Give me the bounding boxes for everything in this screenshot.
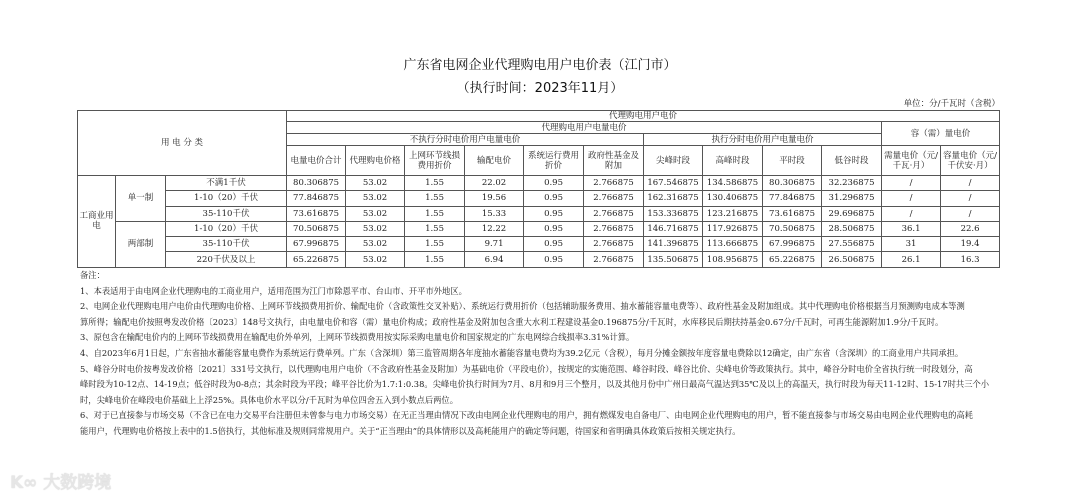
price-cell: 29.696875 xyxy=(822,206,882,221)
price-cell: 65.226875 xyxy=(287,252,346,267)
column-header: 电量电价合计 xyxy=(287,146,346,176)
price-cell: 80.306875 xyxy=(287,176,346,191)
price-cell: 2.766875 xyxy=(584,252,644,267)
price-cell: 2.766875 xyxy=(584,191,644,206)
page-subtitle: （执行时间：2023年11月） xyxy=(456,81,624,96)
price-cell: 1.55 xyxy=(405,176,465,191)
subgroup-label: 单一制 xyxy=(116,176,166,222)
column-header: 低谷时段 xyxy=(822,146,882,176)
price-cell: 73.616875 xyxy=(287,206,346,221)
price-cell: 1.55 xyxy=(405,237,465,252)
price-cell: 65.226875 xyxy=(763,252,822,267)
column-header: 高峰时段 xyxy=(703,146,763,176)
price-cell: 32.236875 xyxy=(822,176,882,191)
price-cell: 22.02 xyxy=(465,176,524,191)
price-cell: 53.02 xyxy=(346,237,405,252)
note-line: 备注： xyxy=(80,270,105,280)
column-header: 代理购电价格 xyxy=(346,146,405,176)
price-cell: 113.666875 xyxy=(703,237,763,252)
price-cell: 67.996875 xyxy=(763,237,822,252)
price-cell: 1.55 xyxy=(405,191,465,206)
note-line: 1、本表适用于由电网企业代理购电的工商业用户，适用范围为江门市除恩平市、台山市、开平市外地区。 xyxy=(80,285,467,296)
unit-label: 单位：分/千瓦时（含税） xyxy=(903,99,1000,109)
table-row xyxy=(78,176,1000,191)
price-cell: 36.1 xyxy=(882,221,941,236)
price-cell: 2.766875 xyxy=(584,206,644,221)
price-cell: 0.95 xyxy=(524,252,584,267)
note-line: 4、自2023年6月1日起，广东省抽水蓄能容量电费作为系统运行费单列。广东（含深圳）第三监管周期各年度抽水蓄能容量电费均为39.2亿元（含税），每月分摊金额按年度容量电费除以12确定，由广东省（含深圳）的工商业用户共同承担。 xyxy=(80,347,964,358)
price-cell: 0.95 xyxy=(524,176,584,191)
price-cell: 53.02 xyxy=(346,176,405,191)
price-cell: 1.55 xyxy=(405,252,465,267)
group-label: 工商业用电 xyxy=(78,176,116,268)
price-cell: / xyxy=(941,191,1000,206)
price-cell: / xyxy=(882,176,941,191)
price-cell: 67.996875 xyxy=(287,237,346,252)
note-line: 峰时段为10-12点、14-19点；低谷时段为0-8点；其余时段为平段；峰平谷比价为1.7:1:0.38。尖峰电价执行时间为7月、8月和9月三个整月，以及其他月份中广州日最高气温达到35℃及以上的高温天，执行时段为每天11-12时、15-17时共三个小 xyxy=(80,379,990,390)
price-cell: 9.71 xyxy=(465,237,524,252)
header-top: 代理购电用户电价 xyxy=(287,111,1000,122)
table-row xyxy=(78,252,1000,267)
note-line: 时，尖峰电价在峰段电价基础上上浮25%。具体电价水平以分/千瓦时为单位四舍五入到小数点后两位。 xyxy=(80,394,459,405)
price-cell: 6.94 xyxy=(465,252,524,267)
voltage-level: 35-110千伏 xyxy=(166,237,287,252)
price-cell: 135.506875 xyxy=(644,252,703,267)
column-header: 容量电价（元/千伏安·月） xyxy=(941,146,1000,176)
price-cell: 26.506875 xyxy=(822,252,882,267)
price-cell: 53.02 xyxy=(346,206,405,221)
price-cell: 16.3 xyxy=(941,252,1000,267)
price-cell: 2.766875 xyxy=(584,221,644,236)
watermark-logo: K∞ 大数跨境 xyxy=(10,473,112,493)
price-cell: 19.56 xyxy=(465,191,524,206)
price-cell: 77.846875 xyxy=(763,191,822,206)
table-row xyxy=(78,206,1000,221)
price-cell: 22.6 xyxy=(941,221,1000,236)
voltage-level: 35-110千伏 xyxy=(166,206,287,221)
column-header: 尖峰时段 xyxy=(644,146,703,176)
table-row xyxy=(78,191,1000,206)
price-cell: 2.766875 xyxy=(584,176,644,191)
price-cell: 12.22 xyxy=(465,221,524,236)
header-capacity: 容（需）量电价 xyxy=(882,122,1000,146)
price-cell: 1.55 xyxy=(405,206,465,221)
price-cell: / xyxy=(941,206,1000,221)
note-line: 2、电网企业代理购电用户电价由代理购电价格、上网环节线损费用折价、输配电价（含政策性交叉补贴）、系统运行费用折价（包括辅助服务费用、抽水蓄能容量电费等）、政府性基金及附加组成。其中代理购电价格根据当月预测购电成本等测 xyxy=(80,301,965,312)
price-cell: / xyxy=(941,176,1000,191)
note-line: 6、对于已直接参与市场交易（不含已在电力交易平台注册但未曾参与电力市场交易）在无正当理由情况下改由电网企业代理购电的用户，拥有燃煤发电自备电厂、由电网企业代理购电的用户，暂不能直接参与市场交易由电网企业代理购电的高耗 xyxy=(80,410,974,421)
price-cell: 1.55 xyxy=(405,221,465,236)
price-cell: 141.396875 xyxy=(644,237,703,252)
voltage-level: 1-10（20）千伏 xyxy=(166,191,287,206)
price-cell: 77.846875 xyxy=(287,191,346,206)
price-cell: 123.216875 xyxy=(703,206,763,221)
price-cell: 70.506875 xyxy=(763,221,822,236)
price-cell: 27.556875 xyxy=(822,237,882,252)
price-cell: 117.926875 xyxy=(703,221,763,236)
price-cell: 130.406875 xyxy=(703,191,763,206)
price-cell: 0.95 xyxy=(524,191,584,206)
header-tou: 执行分时电价用户电量电价 xyxy=(644,134,882,146)
price-cell: 146.716875 xyxy=(644,221,703,236)
price-cell: 108.956875 xyxy=(703,252,763,267)
price-table xyxy=(77,110,1000,268)
price-cell: 19.4 xyxy=(941,237,1000,252)
column-header: 系统运行费用折价 xyxy=(524,146,584,176)
column-header: 上网环节线损费用折价 xyxy=(405,146,465,176)
price-cell: 162.316875 xyxy=(644,191,703,206)
column-header: 需量电价（元/千瓦·月） xyxy=(882,146,941,176)
voltage-level: 220千伏及以上 xyxy=(166,252,287,267)
price-cell: 31.296875 xyxy=(822,191,882,206)
price-cell: / xyxy=(882,206,941,221)
note-line: 算所得；输配电价按照粤发改价格〔2023〕148号文执行，由电量电价和容（需）量电价构成；政府性基金及附加包含重大水利工程建设基金0.196875分/千瓦时，水库移民后期扶持基金0.67分/千瓦时，可再生能源附加1.9分/千瓦时。 xyxy=(80,316,944,327)
price-cell: 31 xyxy=(882,237,941,252)
price-cell: 53.02 xyxy=(346,191,405,206)
header-category: 用 电 分 类 xyxy=(78,111,287,176)
column-header: 平时段 xyxy=(763,146,822,176)
voltage-level: 不满1千伏 xyxy=(166,176,287,191)
table-row xyxy=(78,221,1000,236)
note-line: 能用户，代理购电价格按上表中的1.5倍执行，其他标准及规则同常规用户。关于“正当理由”的具体情形以及高耗能用户的确定等问题，待国家和省明确具体政策后按相关规定执行。 xyxy=(80,425,741,436)
header-energy: 代理购电用户电量电价 xyxy=(287,122,882,134)
price-cell: / xyxy=(882,191,941,206)
price-cell: 70.506875 xyxy=(287,221,346,236)
price-cell: 0.95 xyxy=(524,206,584,221)
table-row xyxy=(78,237,1000,252)
voltage-level: 1-10（20）千伏 xyxy=(166,221,287,236)
price-cell: 0.95 xyxy=(524,221,584,236)
price-cell: 134.586875 xyxy=(703,176,763,191)
note-line: 3、原包含在输配电价内的上网环节线损费用在输配电价外单列，上网环节线损费用按实际采购电量电价和国家规定的广东电网综合线损率3.31%计算。 xyxy=(80,332,635,343)
notes-section xyxy=(80,268,1000,440)
price-cell: 28.506875 xyxy=(822,221,882,236)
price-cell: 53.02 xyxy=(346,221,405,236)
header-non-tou: 不执行分时电价用户电量电价 xyxy=(287,134,644,146)
price-cell: 26.1 xyxy=(882,252,941,267)
price-cell: 2.766875 xyxy=(584,237,644,252)
subgroup-label: 两部制 xyxy=(116,221,166,267)
price-cell: 80.306875 xyxy=(763,176,822,191)
column-header: 政府性基金及附加 xyxy=(584,146,644,176)
price-cell: 167.546875 xyxy=(644,176,703,191)
column-header: 输配电价 xyxy=(465,146,524,176)
note-line: 5、峰谷分时电价按粤发改价格〔2021〕331号文执行，以代理购电用户电价（不含政府性基金及附加）为基础电价（平段电价），按规定的实施范围、峰谷时段、峰谷比价、尖峰电价等政策执行。其中，峰谷分时电价全省执行统一时段划分，高 xyxy=(80,363,973,374)
price-cell: 153.336875 xyxy=(644,206,703,221)
price-cell: 73.616875 xyxy=(763,206,822,221)
price-cell: 15.33 xyxy=(465,206,524,221)
price-cell: 53.02 xyxy=(346,252,405,267)
price-cell: 0.95 xyxy=(524,237,584,252)
page-title: 广东省电网企业代理购电用户电价表（江门市） xyxy=(403,58,677,73)
